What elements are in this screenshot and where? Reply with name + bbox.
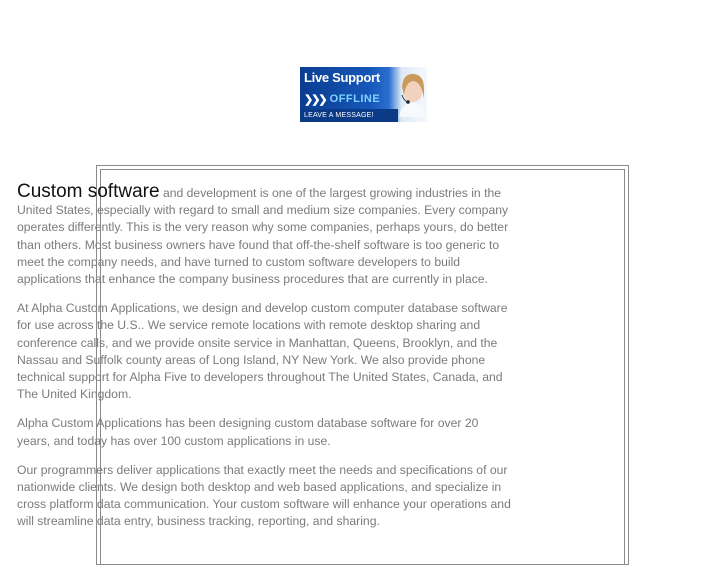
intro-paragraph	[17, 183, 513, 288]
services-paragraph: At Alpha Custom Applications, we design and develop custom computer database software for use across the U.S.. We service remote locations with remote desktop sharing and conference calls, and we provide onsite service in Manhattan, Queens, Brooklyn, and the Nassau and Suffolk county areas of Long Island, NY New York. We also provide phone technical support for Alpha Five to developers throughout The United States, Canada, and The United Kingdom.	[17, 301, 508, 402]
support-status: OFFLINE	[329, 93, 381, 105]
chevron-arrows-icon: ❯❯❯	[304, 93, 326, 106]
support-status-row	[304, 91, 380, 107]
intro-text: and development is one of the largest growing industries in the United States, especially with regard to small and medium size companies. Every company operates differently. This is the very reason why some companies, perhaps yours, do better than others. Most business owners have found that off-the-shelf software is too generic to meet the company needs, and have turned to custom software developers to build applications that enhance the company business procedures that are currently in place.	[17, 186, 509, 287]
programmers-paragraph: Our programmers deliver applications that exactly meet the needs and specifications of our nationwide clients. We design both desktop and web based applications, and specialize in cross platform data communication. Your custom software will enhance your operations and will streamline data entry, business tracking, reporting, and sharing.	[17, 462, 511, 529]
experience-paragraph: Alpha Custom Applications has been designing custom database software for over 20 years, and today has over 100 custom applications in use.	[17, 416, 479, 448]
content-text	[17, 183, 513, 543]
leave-message-link[interactable]: LEAVE A MESSAGE!	[300, 109, 398, 122]
lead-heading: Custom software	[17, 181, 160, 202]
support-agent-icon	[395, 69, 425, 117]
live-support-banner[interactable]	[300, 67, 427, 122]
live-support-title: Live Support	[304, 70, 380, 85]
